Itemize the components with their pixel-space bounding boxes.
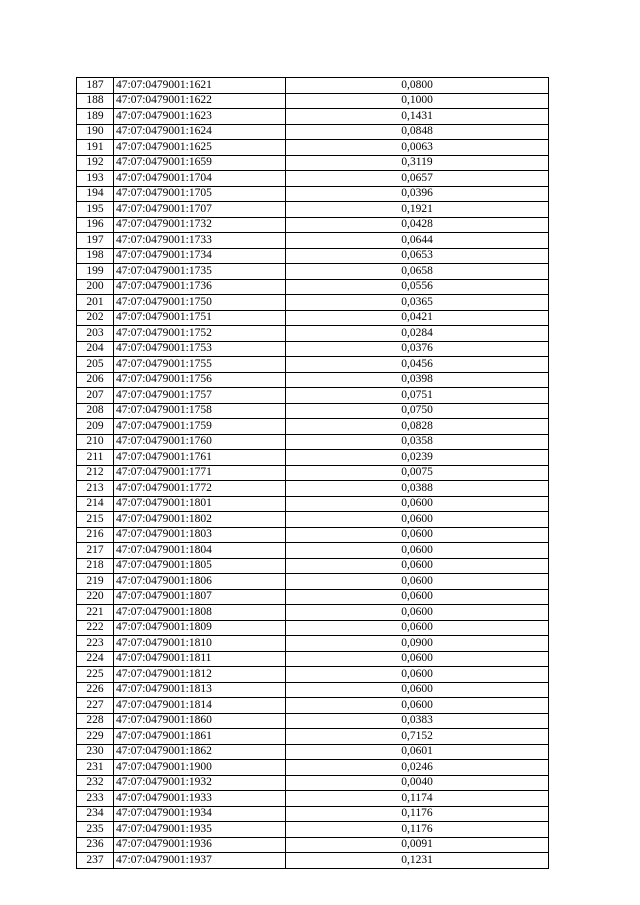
area-value-cell: 0,0751 (286, 388, 549, 404)
table-row (77, 527, 549, 543)
cadastral-number-cell: 47:07:0479001:1808 (114, 605, 286, 621)
table-row (77, 512, 549, 528)
area-value-cell: 0,1231 (286, 853, 549, 869)
cadastral-number-cell: 47:07:0479001:1758 (114, 403, 286, 419)
table-row (77, 651, 549, 667)
area-value-cell: 0,0600 (286, 698, 549, 714)
table-row (77, 744, 549, 760)
area-value-cell: 0,1176 (286, 822, 549, 838)
cadastral-number-cell: 47:07:0479001:1812 (114, 667, 286, 683)
row-number-cell: 207 (77, 388, 114, 404)
area-value-cell: 0,0063 (286, 140, 549, 156)
cadastral-parcels-table (76, 77, 549, 869)
row-number-cell: 195 (77, 202, 114, 218)
area-value-cell: 0,0398 (286, 372, 549, 388)
row-number-cell: 199 (77, 264, 114, 280)
table-row (77, 310, 549, 326)
area-value-cell: 0,0396 (286, 186, 549, 202)
area-value-cell: 0,0456 (286, 357, 549, 373)
table-row (77, 667, 549, 683)
table-row (77, 698, 549, 714)
area-value-cell: 0,0600 (286, 682, 549, 698)
area-value-cell: 0,0653 (286, 248, 549, 264)
table-row (77, 558, 549, 574)
cadastral-number-cell: 47:07:0479001:1861 (114, 729, 286, 745)
cadastral-number-cell: 47:07:0479001:1802 (114, 512, 286, 528)
table-row (77, 434, 549, 450)
row-number-cell: 225 (77, 667, 114, 683)
area-value-cell: 0,0376 (286, 341, 549, 357)
row-number-cell: 212 (77, 465, 114, 481)
cadastral-number-cell: 47:07:0479001:1771 (114, 465, 286, 481)
table-row (77, 264, 549, 280)
row-number-cell: 194 (77, 186, 114, 202)
row-number-cell: 202 (77, 310, 114, 326)
area-value-cell: 0,0848 (286, 124, 549, 140)
row-number-cell: 219 (77, 574, 114, 590)
area-value-cell: 0,0750 (286, 403, 549, 419)
area-value-cell: 0,0600 (286, 651, 549, 667)
row-number-cell: 223 (77, 636, 114, 652)
cadastral-number-cell: 47:07:0479001:1753 (114, 341, 286, 357)
table-row (77, 93, 549, 109)
table-row (77, 822, 549, 838)
row-number-cell: 209 (77, 419, 114, 435)
table-row (77, 682, 549, 698)
row-number-cell: 226 (77, 682, 114, 698)
table-row (77, 202, 549, 218)
row-number-cell: 235 (77, 822, 114, 838)
area-value-cell: 0,0600 (286, 496, 549, 512)
table-row (77, 791, 549, 807)
cadastral-number-cell: 47:07:0479001:1801 (114, 496, 286, 512)
table-row (77, 186, 549, 202)
row-number-cell: 189 (77, 109, 114, 125)
table-row (77, 605, 549, 621)
area-value-cell: 0,0421 (286, 310, 549, 326)
table-row (77, 388, 549, 404)
area-value-cell: 0,0800 (286, 78, 549, 94)
cadastral-number-cell: 47:07:0479001:1759 (114, 419, 286, 435)
table-row (77, 171, 549, 187)
cadastral-number-cell: 47:07:0479001:1805 (114, 558, 286, 574)
cadastral-number-cell: 47:07:0479001:1934 (114, 806, 286, 822)
area-value-cell: 0,0383 (286, 713, 549, 729)
row-number-cell: 204 (77, 341, 114, 357)
row-number-cell: 213 (77, 481, 114, 497)
table-row (77, 620, 549, 636)
row-number-cell: 224 (77, 651, 114, 667)
cadastral-number-cell: 47:07:0479001:1809 (114, 620, 286, 636)
cadastral-number-cell: 47:07:0479001:1751 (114, 310, 286, 326)
area-value-cell: 0,0239 (286, 450, 549, 466)
table-row (77, 233, 549, 249)
row-number-cell: 229 (77, 729, 114, 745)
area-value-cell: 0,0644 (286, 233, 549, 249)
table-row (77, 279, 549, 295)
table-row (77, 155, 549, 171)
table-row (77, 496, 549, 512)
table-row (77, 760, 549, 776)
row-number-cell: 192 (77, 155, 114, 171)
cadastral-number-cell: 47:07:0479001:1624 (114, 124, 286, 140)
area-value-cell: 0,0040 (286, 775, 549, 791)
table-row (77, 248, 549, 264)
row-number-cell: 215 (77, 512, 114, 528)
row-number-cell: 200 (77, 279, 114, 295)
cadastral-number-cell: 47:07:0479001:1862 (114, 744, 286, 760)
cadastral-number-cell: 47:07:0479001:1704 (114, 171, 286, 187)
cadastral-number-cell: 47:07:0479001:1659 (114, 155, 286, 171)
area-value-cell: 0,1174 (286, 791, 549, 807)
row-number-cell: 214 (77, 496, 114, 512)
row-number-cell: 230 (77, 744, 114, 760)
area-value-cell: 0,1176 (286, 806, 549, 822)
row-number-cell: 198 (77, 248, 114, 264)
table-row (77, 372, 549, 388)
area-value-cell: 0,0358 (286, 434, 549, 450)
area-value-cell: 0,1431 (286, 109, 549, 125)
row-number-cell: 205 (77, 357, 114, 373)
row-number-cell: 196 (77, 217, 114, 233)
cadastral-number-cell: 47:07:0479001:1810 (114, 636, 286, 652)
area-value-cell: 0,0828 (286, 419, 549, 435)
area-value-cell: 0,0365 (286, 295, 549, 311)
cadastral-number-cell: 47:07:0479001:1814 (114, 698, 286, 714)
area-value-cell: 0,0284 (286, 326, 549, 342)
row-number-cell: 191 (77, 140, 114, 156)
table-row (77, 403, 549, 419)
table-row (77, 775, 549, 791)
area-value-cell: 0,0556 (286, 279, 549, 295)
table-row (77, 450, 549, 466)
row-number-cell: 217 (77, 543, 114, 559)
cadastral-number-cell: 47:07:0479001:1750 (114, 295, 286, 311)
row-number-cell: 218 (77, 558, 114, 574)
row-number-cell: 222 (77, 620, 114, 636)
cadastral-number-cell: 47:07:0479001:1757 (114, 388, 286, 404)
table-row (77, 574, 549, 590)
cadastral-number-cell: 47:07:0479001:1936 (114, 837, 286, 853)
row-number-cell: 220 (77, 589, 114, 605)
area-value-cell: 0,0600 (286, 605, 549, 621)
cadastral-number-cell: 47:07:0479001:1752 (114, 326, 286, 342)
cadastral-number-cell: 47:07:0479001:1772 (114, 481, 286, 497)
row-number-cell: 188 (77, 93, 114, 109)
area-value-cell: 0,0600 (286, 512, 549, 528)
area-value-cell: 0,0658 (286, 264, 549, 280)
cadastral-number-cell: 47:07:0479001:1705 (114, 186, 286, 202)
row-number-cell: 236 (77, 837, 114, 853)
area-value-cell: 0,0388 (286, 481, 549, 497)
cadastral-number-cell: 47:07:0479001:1734 (114, 248, 286, 264)
cadastral-number-cell: 47:07:0479001:1735 (114, 264, 286, 280)
area-value-cell: 0,0600 (286, 527, 549, 543)
table-row (77, 713, 549, 729)
cadastral-number-cell: 47:07:0479001:1804 (114, 543, 286, 559)
table-row (77, 465, 549, 481)
cadastral-number-cell: 47:07:0479001:1933 (114, 791, 286, 807)
row-number-cell: 234 (77, 806, 114, 822)
cadastral-number-cell: 47:07:0479001:1755 (114, 357, 286, 373)
table-row (77, 140, 549, 156)
area-value-cell: 0,0600 (286, 589, 549, 605)
area-value-cell: 0,0600 (286, 620, 549, 636)
cadastral-number-cell: 47:07:0479001:1803 (114, 527, 286, 543)
table-row (77, 589, 549, 605)
cadastral-number-cell: 47:07:0479001:1806 (114, 574, 286, 590)
cadastral-number-cell: 47:07:0479001:1736 (114, 279, 286, 295)
area-value-cell: 0,0600 (286, 667, 549, 683)
row-number-cell: 237 (77, 853, 114, 869)
row-number-cell: 208 (77, 403, 114, 419)
row-number-cell: 206 (77, 372, 114, 388)
area-value-cell: 0,0091 (286, 837, 549, 853)
area-value-cell: 0,0600 (286, 558, 549, 574)
area-value-cell: 0,0246 (286, 760, 549, 776)
row-number-cell: 231 (77, 760, 114, 776)
row-number-cell: 210 (77, 434, 114, 450)
area-value-cell: 0,0600 (286, 543, 549, 559)
cadastral-number-cell: 47:07:0479001:1811 (114, 651, 286, 667)
row-number-cell: 228 (77, 713, 114, 729)
cadastral-number-cell: 47:07:0479001:1622 (114, 93, 286, 109)
row-number-cell: 221 (77, 605, 114, 621)
table-row (77, 729, 549, 745)
area-value-cell: 0,7152 (286, 729, 549, 745)
row-number-cell: 233 (77, 791, 114, 807)
cadastral-number-cell: 47:07:0479001:1756 (114, 372, 286, 388)
table-row (77, 357, 549, 373)
cadastral-number-cell: 47:07:0479001:1621 (114, 78, 286, 94)
cadastral-number-cell: 47:07:0479001:1732 (114, 217, 286, 233)
area-value-cell: 0,0075 (286, 465, 549, 481)
table-row (77, 124, 549, 140)
row-number-cell: 201 (77, 295, 114, 311)
cadastral-number-cell: 47:07:0479001:1813 (114, 682, 286, 698)
row-number-cell: 227 (77, 698, 114, 714)
cadastral-number-cell: 47:07:0479001:1623 (114, 109, 286, 125)
cadastral-number-cell: 47:07:0479001:1625 (114, 140, 286, 156)
area-value-cell: 0,1921 (286, 202, 549, 218)
table-row (77, 853, 549, 869)
table-row (77, 217, 549, 233)
row-number-cell: 203 (77, 326, 114, 342)
table-row (77, 806, 549, 822)
cadastral-number-cell: 47:07:0479001:1807 (114, 589, 286, 605)
row-number-cell: 216 (77, 527, 114, 543)
row-number-cell: 187 (77, 78, 114, 94)
cadastral-number-cell: 47:07:0479001:1707 (114, 202, 286, 218)
cadastral-number-cell: 47:07:0479001:1760 (114, 434, 286, 450)
area-value-cell: 0,0601 (286, 744, 549, 760)
table-row (77, 109, 549, 125)
area-value-cell: 0,0900 (286, 636, 549, 652)
row-number-cell: 232 (77, 775, 114, 791)
table-row (77, 78, 549, 94)
cadastral-number-cell: 47:07:0479001:1761 (114, 450, 286, 466)
row-number-cell: 193 (77, 171, 114, 187)
row-number-cell: 211 (77, 450, 114, 466)
cadastral-number-cell: 47:07:0479001:1932 (114, 775, 286, 791)
table-row (77, 636, 549, 652)
table-row (77, 326, 549, 342)
area-value-cell: 0,0428 (286, 217, 549, 233)
table-row (77, 419, 549, 435)
row-number-cell: 190 (77, 124, 114, 140)
table-row (77, 341, 549, 357)
table-row (77, 481, 549, 497)
table-body (77, 78, 549, 869)
area-value-cell: 0,1000 (286, 93, 549, 109)
table-row (77, 837, 549, 853)
table-row (77, 295, 549, 311)
area-value-cell: 0,0600 (286, 574, 549, 590)
cadastral-number-cell: 47:07:0479001:1860 (114, 713, 286, 729)
cadastral-number-cell: 47:07:0479001:1937 (114, 853, 286, 869)
table-row (77, 543, 549, 559)
cadastral-number-cell: 47:07:0479001:1733 (114, 233, 286, 249)
area-value-cell: 0,3119 (286, 155, 549, 171)
cadastral-number-cell: 47:07:0479001:1935 (114, 822, 286, 838)
row-number-cell: 197 (77, 233, 114, 249)
cadastral-number-cell: 47:07:0479001:1900 (114, 760, 286, 776)
area-value-cell: 0,0657 (286, 171, 549, 187)
